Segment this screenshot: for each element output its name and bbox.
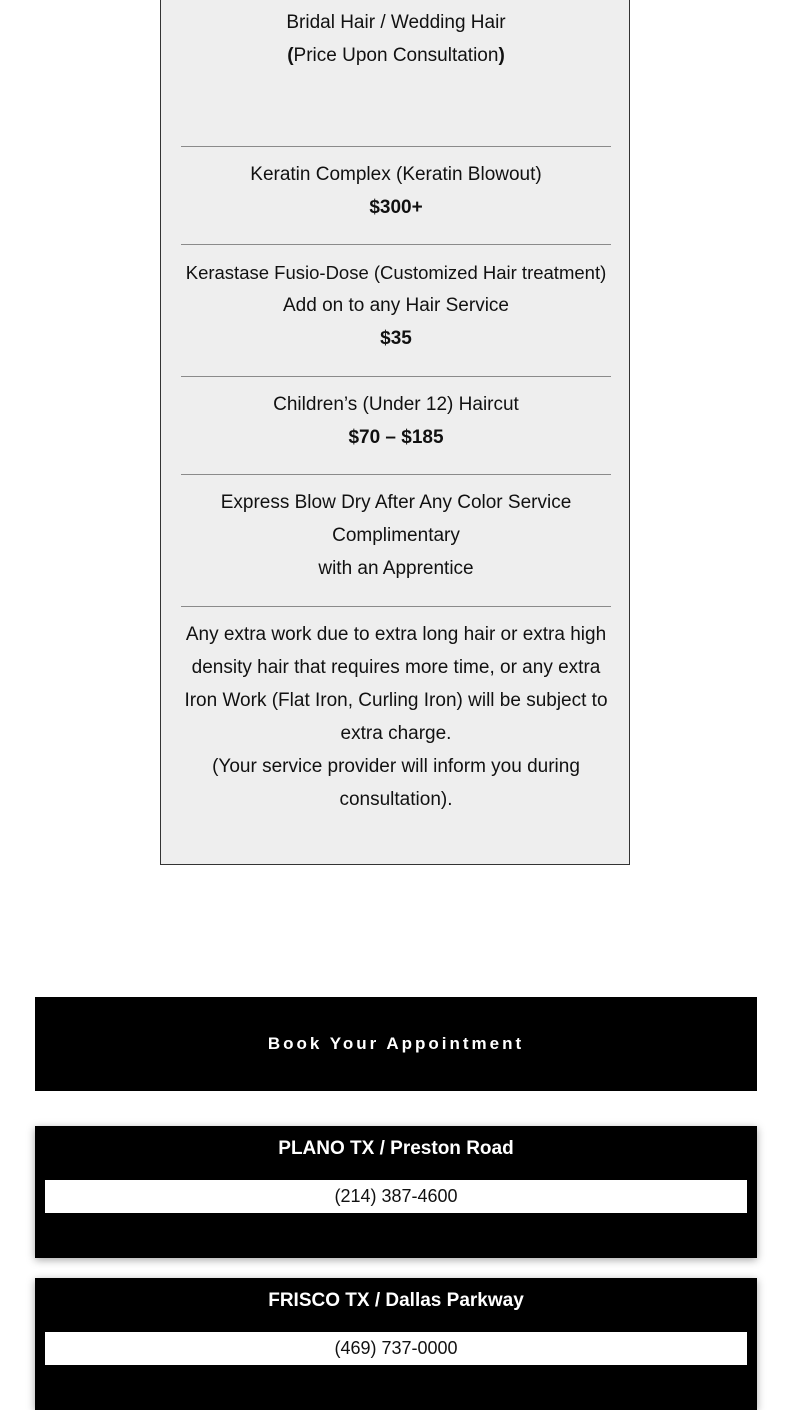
service-kerastase <box>181 256 611 355</box>
divider <box>181 606 611 607</box>
service-express <box>181 486 611 585</box>
service-price: Complimentary <box>332 525 460 546</box>
location-phone-link[interactable]: (469) 737-0000 <box>45 1332 747 1365</box>
service-name: Bridal Hair / Wedding Hair <box>286 12 506 33</box>
location-card-plano <box>35 1126 757 1258</box>
service-price: $35 <box>380 328 412 349</box>
service-name: Kerastase Fusio-Dose (Customized Hair treatment) <box>185 262 607 283</box>
service-sub: Add on to any Hair Service <box>282 295 509 316</box>
service-price: $70 – $185 <box>348 427 444 448</box>
service-children <box>181 388 611 454</box>
note-text: Any extra work due to extra long hair or extra high density hair that requires more time, or any extra Iron Work (Flat Iron, Curling Iron) will be subject to extra charge. <box>184 624 608 744</box>
service-bridal <box>181 6 611 72</box>
divider <box>181 474 611 475</box>
divider <box>181 376 611 377</box>
service-name: Express Blow Dry After Any Color Service <box>220 492 572 513</box>
location-title: PLANO TX / Preston Road <box>278 1138 514 1159</box>
service-sub: with an Apprentice <box>318 558 474 579</box>
location-title: FRISCO TX / Dallas Parkway <box>268 1290 524 1311</box>
note-sub: (Your service provider will inform you during consultation). <box>212 756 580 810</box>
service-menu-card <box>160 0 630 865</box>
divider <box>181 146 611 147</box>
service-price-note: (Price Upon Consultation) <box>287 45 505 66</box>
service-name: Children’s (Under 12) Haircut <box>273 394 519 415</box>
location-card-frisco <box>35 1278 757 1410</box>
divider <box>181 244 611 245</box>
service-price: $300+ <box>369 197 423 218</box>
service-name: Keratin Complex (Keratin Blowout) <box>250 164 542 185</box>
location-phone-link[interactable]: (214) 387-4600 <box>45 1180 747 1213</box>
book-appointment-button[interactable]: Book Your Appointment <box>35 997 757 1091</box>
service-keratin <box>181 158 611 224</box>
service-note <box>181 618 611 816</box>
